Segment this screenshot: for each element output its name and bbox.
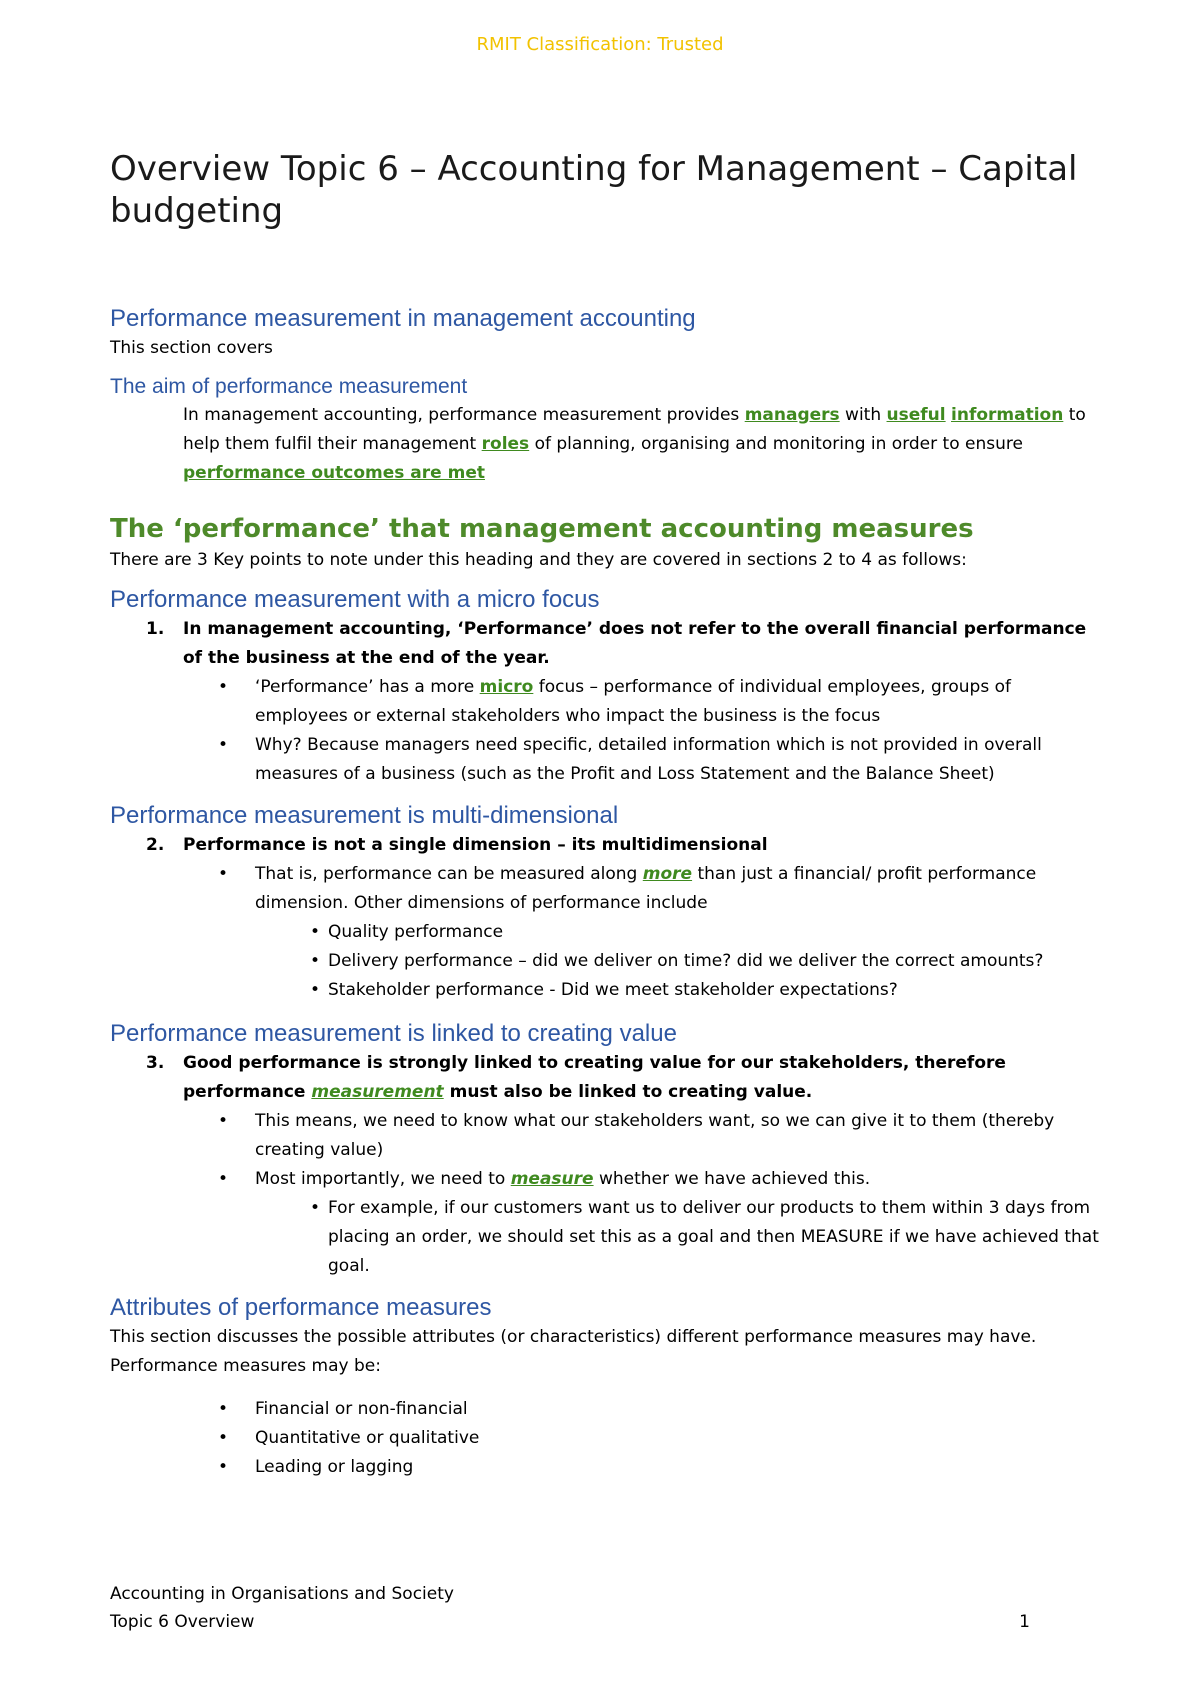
bullet-icon: • [310,1198,321,1218]
section-heading-attributes: Attributes of performance measures [110,1294,492,1321]
bullet-item: • Most importantly, we need to measure whether we have achieved this. [218,1165,1100,1194]
bullet-icon: • [218,1428,229,1448]
sub-bullet-item: • Delivery performance – did we deliver on time? did we deliver the correct amounts? [310,947,1100,976]
bullet-item: • Quantitative or qualitative [218,1424,1100,1453]
bullet-icon: • [218,864,229,884]
bullet-icon: • [218,677,229,697]
bullet-icon: • [218,1457,229,1477]
sub-bullet-item: • Stakeholder performance - Did we meet stakeholder expectations? [310,976,1100,1005]
section-intro: There are 3 Key points to note under this heading and they are covered in sections 2 to 4 as follows: [110,550,967,570]
bullet-icon: • [310,951,321,971]
bullet-icon: • [310,980,321,1000]
page-footer [110,1580,1030,1636]
bullet-icon: • [218,1111,229,1131]
numbered-point-2: 2. Performance is not a single dimension – its multidimensional [146,831,1100,860]
page-number: 1 [1019,1612,1030,1632]
section-heading-performance-measures: The ‘performance’ that management accounting measures [110,514,974,544]
bullet-icon: • [218,1169,229,1189]
list-number: 2. [146,835,165,855]
bullet-item: • That is, performance can be measured along more than just a financial/ profit performance dimension. Other dimensions of performance include [218,860,1100,918]
aim-paragraph: In management accounting, performance measurement provides managers with useful information to help them fulfil their management roles of planning, organising and monitoring in order to ensure performance outcomes are met [183,405,1086,483]
footer-course: Accounting in Organisations and Society [110,1584,454,1604]
list-number: 1. [146,619,165,639]
bullet-item: • Financial or non-financial [218,1395,1100,1424]
bullet-item: • Why? Because managers need specific, detailed information which is not provided in overall measures of a business (such as the Profit and Loss Statement and the Balance Sheet) [218,731,1100,789]
sub-bullet-item: • For example, if our customers want us to deliver our products to them within 3 days from placing an order, we should set this as a goal and then MEASURE if we have achieved that goal. [310,1194,1100,1281]
attributes-intro-2: Performance measures may be: [110,1356,381,1376]
page-title: Overview Topic 6 – Accounting for Management – Capital budgeting [110,149,1078,231]
bullet-icon: • [218,735,229,755]
section-intro: This section covers [110,338,273,358]
section-heading-micro-focus: Performance measurement with a micro focus [110,586,600,613]
bullet-icon: • [310,922,321,942]
numbered-point-1: 1. In management accounting, ‘Performance’ does not refer to the overall financial performance of the business at the end of the year. [146,615,1100,673]
classification-label: RMIT Classification: Trusted [476,34,724,55]
numbered-point-3: 3. Good performance is strongly linked to creating value for our stakeholders, therefore performance measurement must also be linked to creating value. [146,1049,1100,1107]
section-heading-performance-measurement: Performance measurement in management accounting [110,305,696,332]
section-heading-creating-value: Performance measurement is linked to creating value [110,1020,677,1047]
bullet-icon: • [218,1399,229,1419]
document-body [110,148,1100,1482]
list-number: 3. [146,1053,165,1073]
attributes-intro: This section discusses the possible attributes (or characteristics) different performance measures may have. [110,1327,1037,1347]
bullet-item: • This means, we need to know what our stakeholders want, so we can give it to them (thereby creating value) [218,1107,1100,1165]
sub-bullet-item: • Quality performance [310,918,1100,947]
bullet-item: • ‘Performance’ has a more micro focus – performance of individual employees, groups of employees or external stakeholders who impact the business is the focus [218,673,1100,731]
footer-topic: Topic 6 Overview [110,1612,255,1632]
bullet-item: • Leading or lagging [218,1453,1100,1482]
subheading-aim: The aim of performance measurement [110,375,468,398]
section-heading-multi-dimensional: Performance measurement is multi-dimensional [110,802,619,829]
